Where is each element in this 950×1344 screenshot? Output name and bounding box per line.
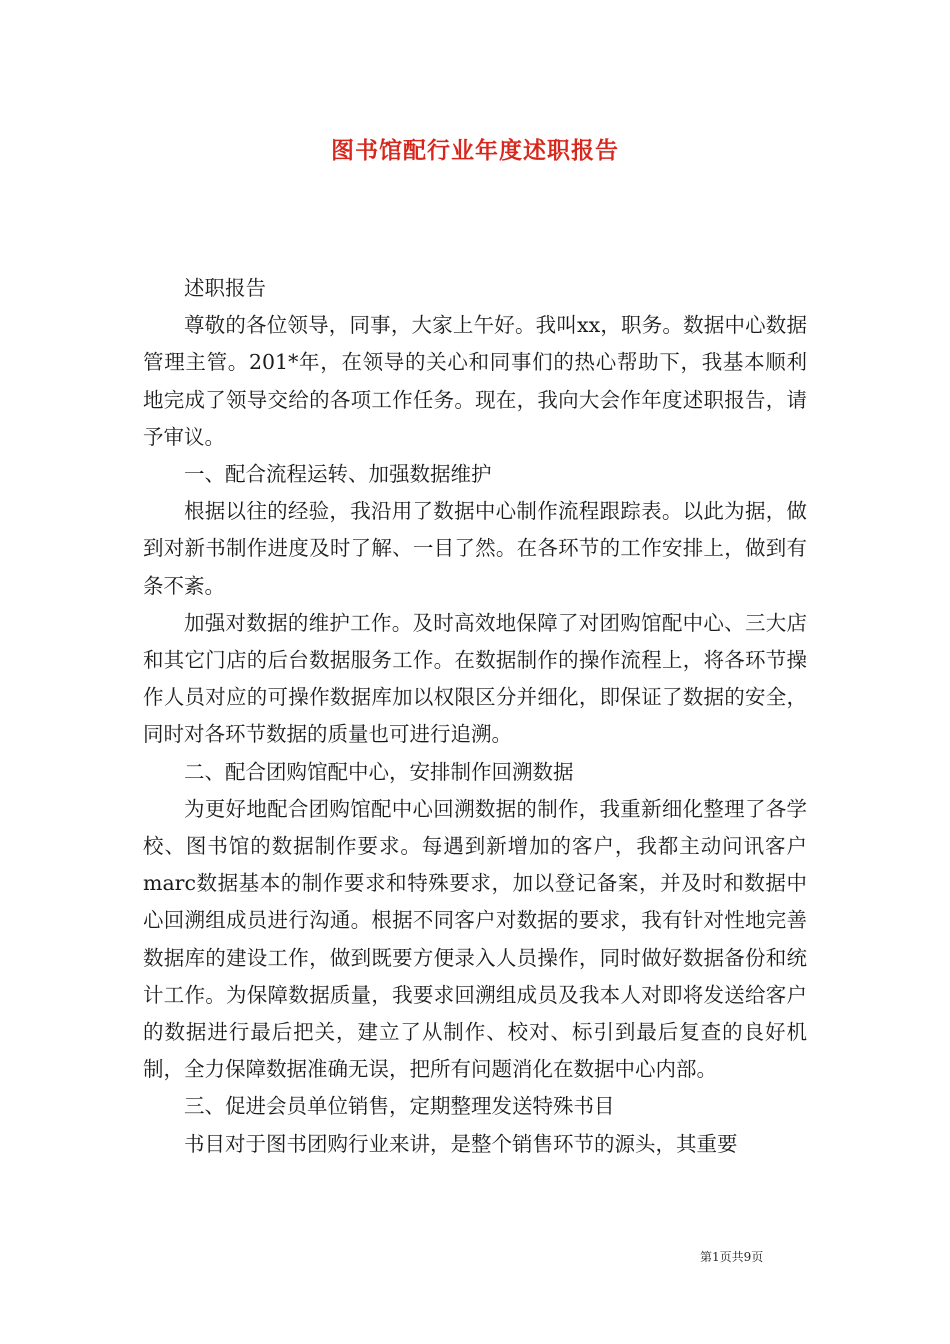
paragraph: 尊敬的各位领导，同事，大家上午好。我叫xx，职务。数据中心数据管理主管。201*年，在领导的关心和同事们的热心帮助下，我基本顺利地完成了领导交给的各项工作任务。现在，我向大会作年度述职报告，请予审议。 — [143, 313, 807, 449]
paragraph: 书目对于图书团购行业来讲，是整个销售环节的源头，其重要 — [184, 1131, 738, 1156]
paragraph: 加强对数据的维护工作。及时高效地保障了对团购馆配中心、三大店和其它门店的后台数据服务工作。在数据制作的操作流程上，将各环节操作人员对应的可操作数据库加以权限区分并细化，即保证了数据的安全，同时对各环节数据的质量也可进行追溯。 — [143, 610, 807, 747]
section-heading: 一、配合流程运转、加强数据维护 — [184, 462, 492, 487]
paragraph-heading: 述职报告 — [184, 276, 266, 300]
section-heading: 三、促进会员单位销售，定期整理发送特殊书目 — [184, 1094, 615, 1119]
paragraph: 根据以往的经验，我沿用了数据中心制作流程跟踪表。以此为据，做到对新书制作进度及时了解、一目了然。在各环节的工作安排上，做到有条不紊。 — [143, 499, 807, 598]
paragraph: 为更好地配合团购馆配中心回溯数据的制作，我重新细化整理了各学校、图书馆的数据制作要求。每遇到新增加的客户，我都主动问讯客户marc数据基本的制作要求和特殊要求，加以登记备案，并及时和数据中心回溯组成员进行沟通。根据不同客户对数据的要求，我有针对性地完善数据库的建设工作，做到既要方便录入人员操作，同时做好数据备份和统计工作。为保障数据质量，我要求回溯组成员及我本人对即将发送给客户的数据进行最后把关，建立了从制作、校对、标引到最后复查的良好机制，全力保障数据准确无误，把所有问题消化在数据中心内部。 — [143, 796, 807, 1082]
document-title: 图书馆配行业年度述职报告 — [331, 137, 619, 164]
page-number-footer: 第1页共9页 — [700, 1250, 764, 1264]
section-heading: 二、配合团购馆配中心，安排制作回溯数据 — [184, 759, 574, 784]
document-body — [143, 270, 807, 1163]
